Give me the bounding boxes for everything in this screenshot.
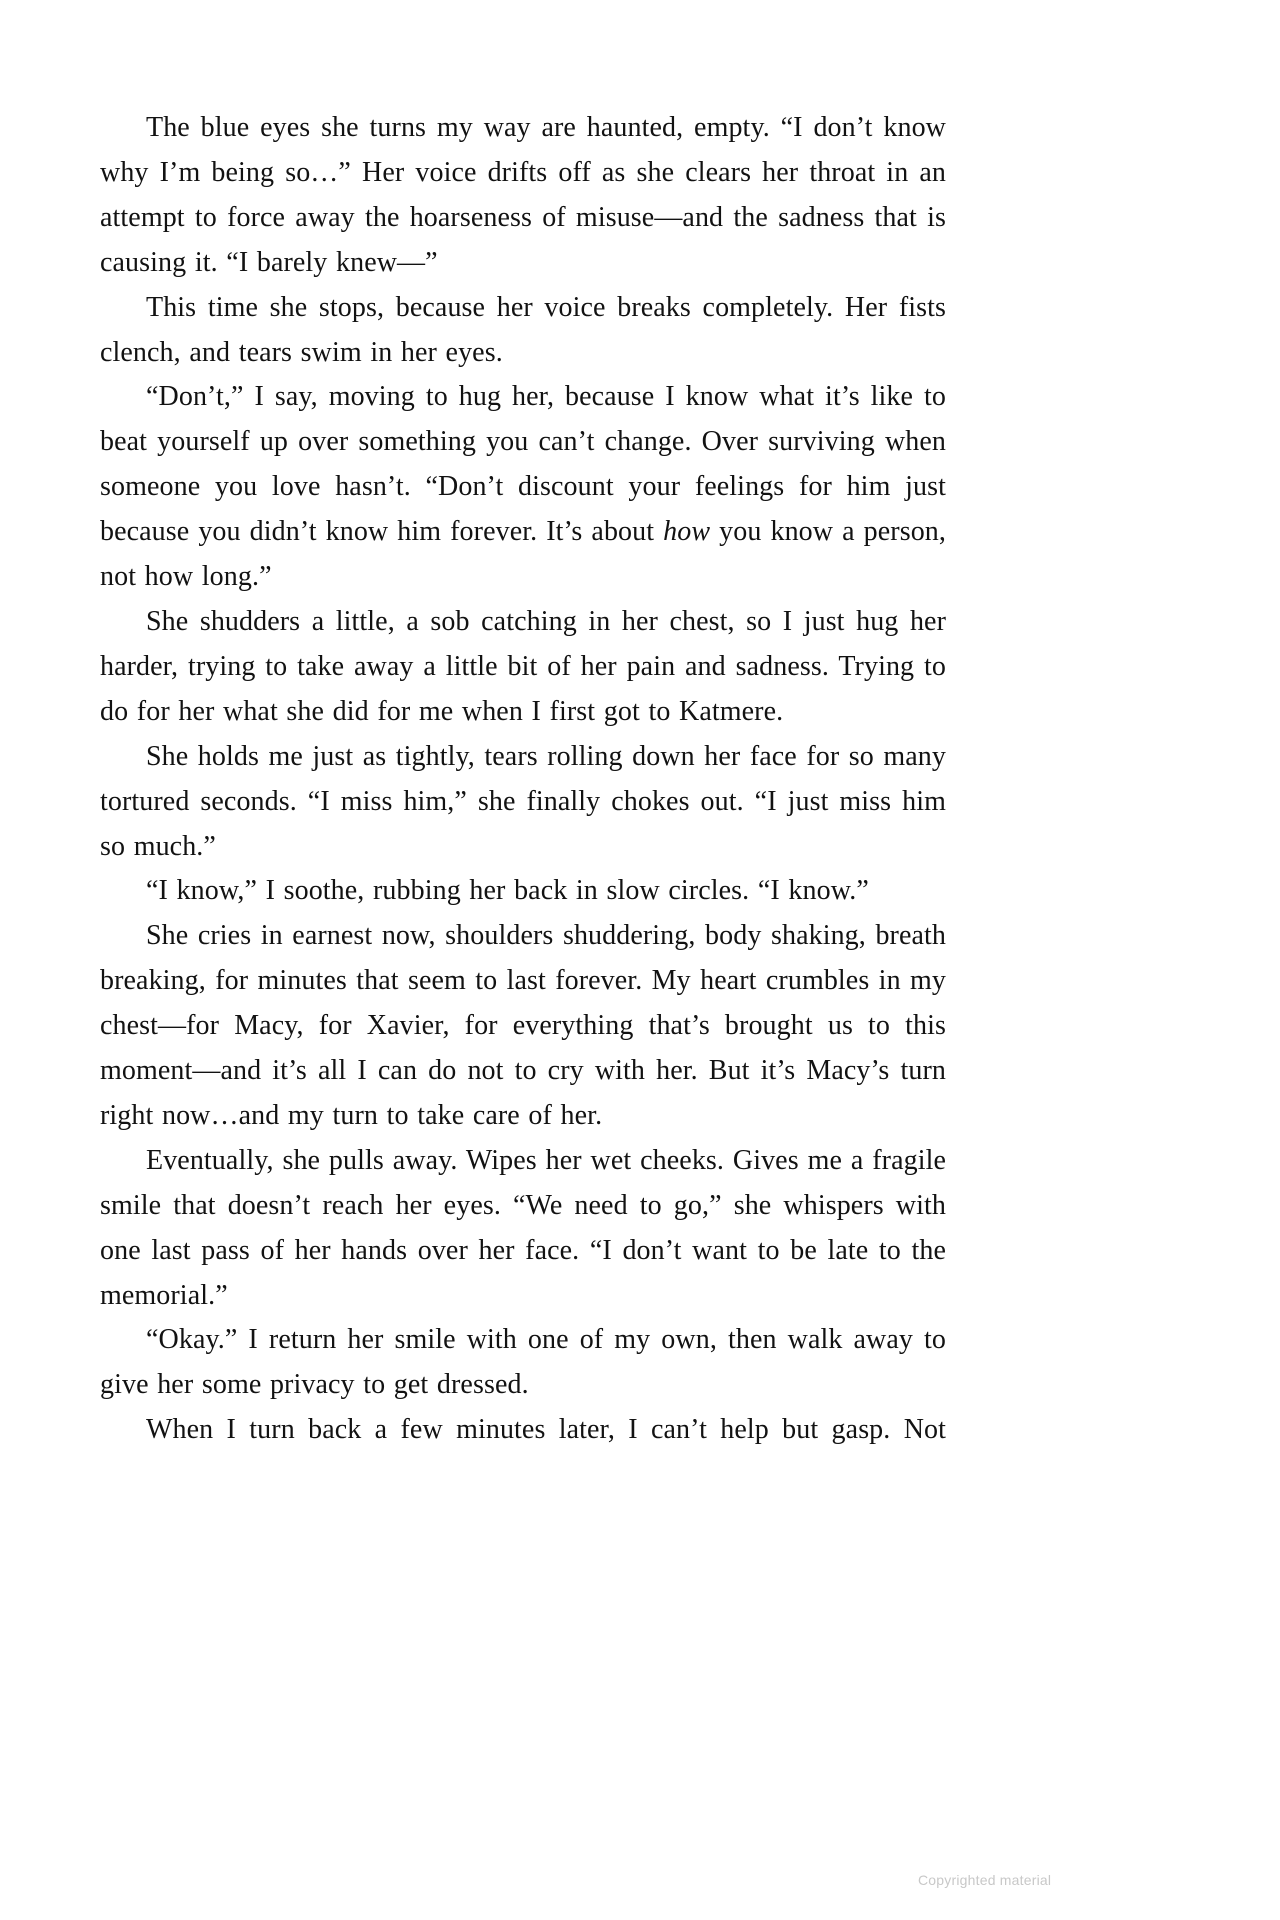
text-run: you know a person, not how long.” [100,516,946,593]
paragraph [100,1318,946,1408]
text-run: “I know,” I soothe, rubbing her back in slow circles. “I know.” [146,875,869,907]
paragraph [100,914,946,1139]
paragraph [100,735,946,870]
text-run: “Don’t,” I say, moving to hug her, because I know what it’s like to beat yourself up over something you can’t change. Over surviving when someone you love hasn’t. “Don’t discount your feelings for him just because you didn’t know him forever. It’s about [100,381,946,548]
text-run: This time she stops, because her voice breaks completely. Her fists clench, and tears swim in her eyes. [100,291,946,368]
paragraph [100,869,946,914]
paragraph [100,106,946,286]
text-run: She shudders a little, a sob catching in her chest, so I just hug her harder, trying to take away a little bit of her pain and sadness. Trying to do for her what she did for me when I first got to Katmere. [100,605,946,727]
copyright-watermark: Copyrighted material [918,1872,1052,1888]
paragraph [100,1139,946,1319]
text-run: When I turn back a few minutes later, I can’t help but gasp. Not [146,1414,946,1446]
paragraph [100,1408,946,1453]
page-text [100,106,946,1453]
paragraph [100,600,946,735]
paragraph [100,286,946,376]
text-run: She holds me just as tightly, tears rolling down her face for so many tortured seconds. “I miss him,” she finally chokes out. “I just miss him so much.” [100,740,946,862]
text-run: She cries in earnest now, shoulders shuddering, body shaking, breath breaking, for minutes that seem to last forever. My heart crumbles in my chest—for Macy, for Xavier, for everything that’s brought us to this moment—and it’s all I can do not to cry with her. But it’s Macy’s turn right now…and my turn to take care of her. [100,920,946,1131]
text-run: Eventually, she pulls away. Wipes her wet cheeks. Gives me a fragile smile that doesn’t reach her eyes. “We need to go,” she whispers with one last pass of her hands over her face. “I don’t want to be late to the memorial.” [100,1144,946,1311]
text-run: The blue eyes she turns my way are haunted, empty. “I don’t know why I’m being so…” Her voice drifts off as she clears her throat in an attempt to force away the hoarseness of misuse—and the sadness that is causing it. “I barely knew—” [100,112,946,278]
text-run: “Okay.” I return her smile with one of my own, then walk away to give her some privacy to get dressed. [100,1324,946,1401]
italic-text-run: how [663,516,711,548]
paragraph [100,375,946,600]
